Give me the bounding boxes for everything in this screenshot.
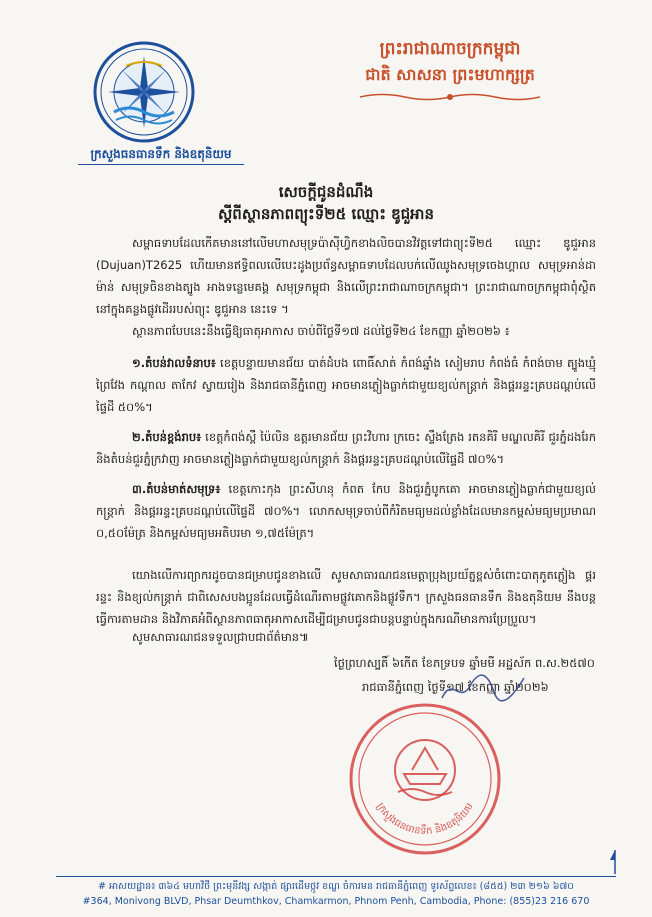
region-coastal-paragraph — [96, 478, 596, 544]
notice-subtitle: ស្ដីពីស្ថានភាពព្យុះទី២៥ ឈ្មោះ ឌូជួអាន — [218, 205, 434, 223]
notice-title: សេចក្ដីជូនដំណឹង — [278, 183, 374, 201]
kingdom-heading: ព្រះរាជាណាចក្រកម្ពុជា — [379, 39, 521, 59]
ministry-name: ក្រសួងធនធានទឹក និងឧតុនិយម — [90, 147, 232, 161]
ministry-emblem-icon — [92, 40, 196, 144]
national-motto: ជាតិ សាសនា ព្រះមហាក្សត្រ — [365, 65, 535, 84]
small-flag-icon — [608, 848, 622, 874]
signature-icon — [438, 668, 528, 708]
period-paragraph: ស្ថានភាពបែបនេះនឹងធ្វើឱ្យធាតុអាកាស ចាប់ពីថ្ងៃទី១៧ ដល់ថ្ងៃទី២៤ ខែកញ្ញា ឆ្នាំ២០២៦ ៖ — [132, 324, 510, 338]
region-text: ខេត្តកោះកុង ព្រះសីហនុ កំពត កែប និងជួរភ្នំបូកគោ អាចមានភ្លៀងធ្លាក់ជាមួយខ្យល់កន្ត្រាក់ និងផ្គររន្ទះគ្របដណ្ដប់លើផ្ទៃដី ៧០%។ លោកសមុទ្រចាប់ពីកំរិតមធ្យមដល់ខ្លាំងដែលមានកម្ពស់មធ្យមប្រមាណ ០,៥០ម៉ែត្រ និងកម្ពស់មធ្យមអតិបរមា ១,៧៥ម៉ែត្រ។ — [96, 482, 596, 540]
solar-date: រាជធានីភ្នំពេញ ថ្ងៃទី១៧ ខែកញ្ញា ឆ្នាំ២០២៦ — [362, 680, 549, 694]
intro-paragraph: សម្ពាធទាបដែលកើតមាននៅលើមហាសមុទ្រប៉ាស៊ីហ្វិកខាងលិចបានវិវត្តទៅជាព្យុះទី២៥ ឈ្មោះ ឌូជួអាន (Dujuan)T2625 ហើយមានឥទ្ធិពលលើបេះដូងប្រព័ន្ធសម្ពាធទាបដែលបក់លើឈូងសមុទ្រចេងហ្គាល សមុទ្រអាន់ដាម៉ាន់ សមុទ្រចិនខាងត្បូង អាងទន្លេមេគង្គ សមុទ្រកម្ពុជា និងលើព្រះរាជាណាចក្រកម្ពុជា។ ព្រះរាជាណាចក្រកម្ពុជាពុំស្ថិតនៅក្នុងគន្លងផ្លូវដើររបស់ព្យុះ ឌូជួអាន នេះទេ ។ — [96, 236, 596, 316]
svg-text:ក្រសួងធនធានទឹក និងឧតុនិយម — [374, 801, 476, 837]
region-label: ១.តំបន់វាលទំនាប៖ — [132, 356, 216, 370]
footer-address-english: #364, Monivong BLVD, Phsar Deumthkov, Chamkarmon, Phnom Penh, Cambodia, Phone: (855)23 216 670 — [82, 896, 590, 907]
region-text: ខេត្តបន្ទាយមានជ័យ បាត់ដំបង ពោធិ៍សាត់ កំពង់ឆ្នាំង សៀមរាប កំពង់ធំ កំពង់ចាម ត្បូងឃ្មុំ ព្រៃវែង កណ្ដាល តាកែវ ស្វាយរៀង និងរាជធានីភ្នំពេញ អាចមានភ្លៀងធ្លាក់ជាមួយខ្យល់កន្ត្រាក់ និងផ្គររន្ទះគ្របដណ្ដប់លើផ្ទៃដី ៥០%។ — [96, 356, 596, 414]
region-label: ៣.តំបន់មាត់សមុទ្រ៖ — [132, 482, 221, 496]
footer-divider — [56, 876, 616, 877]
advice-paragraph: យោងលើការព្យាករដូចបានជម្រាបជូនខាងលើ សូមសាធារណជនមេត្តាប្រុងប្រយ័ត្នខ្ពស់ចំពោះបាតុភូតភ្លៀង ផ្គររន្ទះ និងខ្យល់កន្ត្រាក់ ជាពិសេសបងប្អូនដែលធ្វើដំណើរតាមផ្លូវគោកនិងផ្លូវទឹក។ ក្រសួងធនធានទឹក និងឧតុនិយម នឹងបន្តធ្វើការតាមដាន និងវិភាគអំពីស្ថានភាពធាតុអាកាសដើម្បីជម្រាបជូនជាបន្តបន្ទាប់ក្នុងករណីមានការប្រែប្រួល។ — [96, 568, 596, 626]
ministry-underline — [78, 164, 244, 165]
footer-address-khmer: # អាសយដ្ឋាន៖ ៣៦៤ មហាវិថី ព្រះមុនីវង្ស សង្កាត់ ផ្សារដើមថ្កូវ ខណ្ឌ ចំការមន រាជធានីភ្នំពេញ ទូរស័ព្ទលេខ៖ (៨៥៥) ២៣ ២១៦ ៦៧០ — [98, 881, 574, 892]
region-label: ២.តំបន់ខ្ពង់រាប៖ — [132, 430, 202, 444]
region-plateau-paragraph — [96, 426, 596, 470]
region-lowland-paragraph — [96, 352, 596, 418]
official-seal-icon — [346, 700, 504, 858]
region-text: ខេត្តកំពង់ស្ពឺ ប៉ៃលិន ឧត្ដរមានជ័យ ព្រះវិហារ ក្រចេះ ស្ទឹងត្រែង រតនគិរី មណ្ឌលគិរី ជួរភ្នំដងរែក និងតំបន់ជួរភ្នំក្រវាញ អាចមានភ្លៀងធ្លាក់ជាមួយខ្យល់កន្ត្រាក់ និងផ្គររន្ទះគ្របដណ្ដប់លើផ្ទៃដី ៧០%។ — [96, 430, 596, 466]
seal-text: ក្រសួងធនធានទឹក និងឧតុនិយម — [374, 801, 476, 838]
closing-paragraph: សូមសាធារណជនទទួលជ្រាបជាព័ត៌មាន៕ — [132, 630, 309, 644]
header-ornament-icon — [360, 92, 540, 102]
lunar-date: ថ្ងៃព្រហស្បតិ៍ ៦កើត ខែភទ្របទ ឆ្នាំមមី អដ្ឋស័ក ព.ស.២៥៧០ — [334, 656, 595, 670]
